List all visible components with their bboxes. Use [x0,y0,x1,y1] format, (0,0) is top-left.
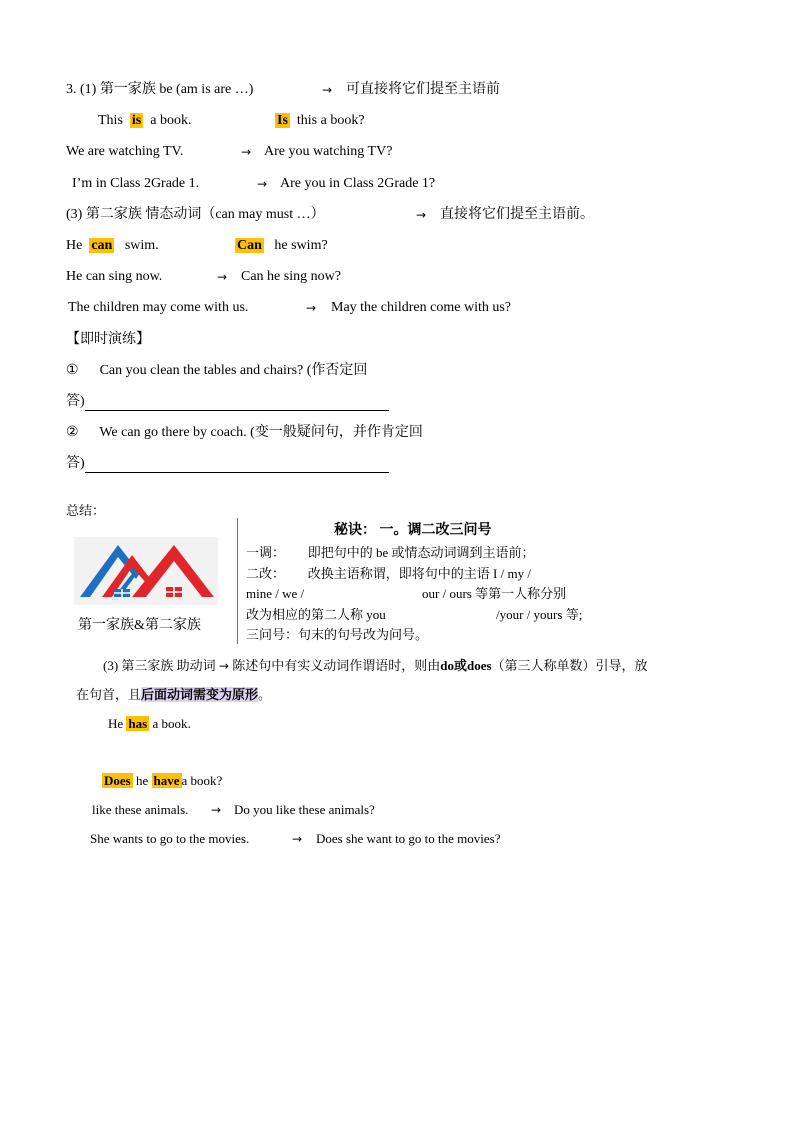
question-number: ① [66,363,79,378]
example-statement: He can swim. [66,238,159,253]
highlight-word: can [91,238,113,253]
highlight-word: Is [277,113,288,128]
arrow-icon: → [322,83,333,97]
answer-blank[interactable] [85,458,389,473]
highlight-phrase: 后面动词需变为原形 [141,687,259,702]
rule-4b: /your / yours 等; [496,607,583,622]
practice-title: 【即时演练】 [66,332,150,347]
example-question: Is this a book? [277,113,365,128]
question-1: ① Can you clean the tables and chairs? (作否定回 [66,363,368,378]
highlight-word: Can [237,238,262,253]
family3-line1: (3) 第三家族 助动词 → 陈述句中有实义动词作谓语时，则由do或does（第三人称单数）引导，放 [103,658,648,673]
rule-3b: our / ours 等第一人称分别 [422,586,567,601]
example-statement: He can sing now. [66,269,163,284]
example-question: May the children come with us? [331,300,512,315]
example-question: Does he have a book? [104,773,223,788]
rule-5: 三问号：句末的句号改为问号。 [246,627,429,642]
arrow-icon: → [306,301,317,315]
family1-rule: 可直接将它们提至主语前 [346,82,500,97]
family2-label: (3) 第二家族 情态动词（can may must …） [66,207,325,222]
family2-rule: 直接将它们提至主语前。 [440,207,594,222]
arrow-icon: → [217,270,228,284]
summary-label: 总结： [66,503,106,518]
example-statement: We are watching TV. [66,144,184,159]
arrow-icon: → [218,659,229,673]
example-question: Do you like these animals? [234,802,375,817]
secret-title: 秘诀： 一。调二改三问号 [334,523,492,538]
divider [237,518,238,644]
example-question: Are you watching TV? [264,144,393,159]
family3-line2: 在句首，且后面动词需变为原形。 [76,687,272,702]
question-number: ② [66,425,79,440]
house-logo-icon [74,537,218,605]
example-statement: I’m in Class 2Grade 1. [72,176,200,191]
example-question: Can he swim? [237,238,328,253]
arrow-icon: → [416,208,427,222]
example-statement: The children may come with us. [68,300,249,315]
example-line: This is a book. [98,113,192,128]
highlight-word: is [131,113,142,128]
rule-4: 改为相应的第二人称 you [246,607,386,622]
highlight-word: have [153,773,180,788]
rule-1: 一调： 即把句中的 be 或情态动词调到主语前； [246,545,535,560]
example-question: Can he sing now? [241,269,341,284]
example-statement: He has a book. [108,716,191,731]
answer-blank[interactable] [85,396,389,411]
arrow-icon: → [241,145,252,159]
question-2-answer: 答) [66,455,389,473]
rule-2: 二改： 改换主语称谓，即将句中的主语 I / my / [246,566,531,581]
rule-3: mine / we / [246,586,305,601]
family1-line [66,81,253,99]
logo-caption: 第一家族&第二家族 [78,618,201,633]
example-statement: She wants to go to the movies. [90,831,250,846]
heading-number: 3. [66,82,77,97]
arrow-icon: → [257,177,268,191]
question-1-answer: 答) [66,393,389,411]
arrow-icon: → [211,803,222,817]
highlight-word: has [128,716,148,731]
example-statement: like these animals. [92,802,189,817]
family1-label: (1) 第一家族 [80,82,156,97]
highlight-word: Does [104,773,131,788]
question-2: ② We can go there by coach. (变一般疑问句，并作肯定回 [66,425,423,440]
example-question: Are you in Class 2Grade 1? [280,176,436,191]
family1-be: be (am is are …) [159,82,254,97]
example-question: Does she want to go to the movies? [316,831,501,846]
arrow-icon: → [292,832,303,846]
